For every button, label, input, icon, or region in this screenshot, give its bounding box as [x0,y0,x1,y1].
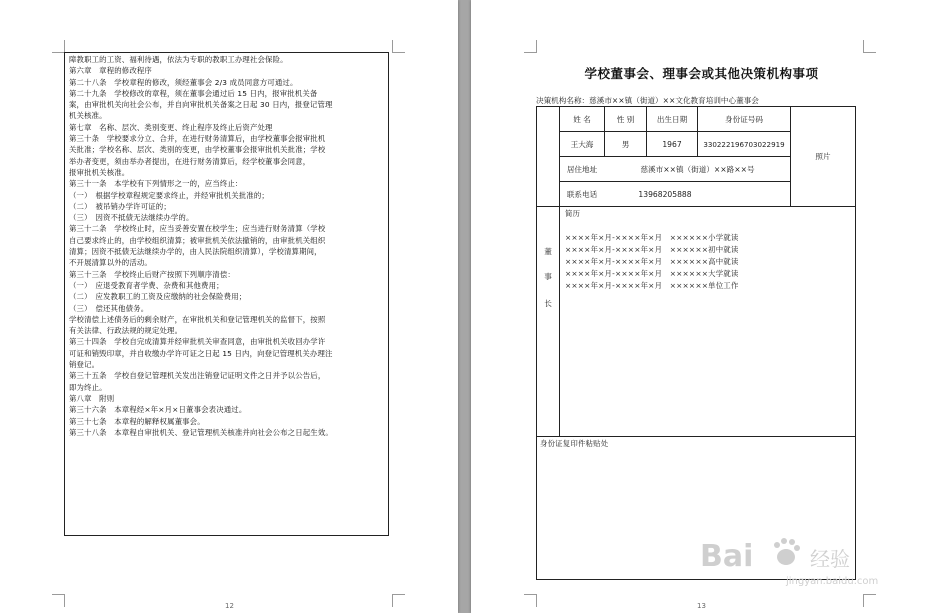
id-number-label: 身份证号码 [725,114,763,124]
id-number-value: 330222196703022919 [703,139,785,149]
photo-label: 照片 [815,152,831,161]
watermark-brand: Bai [700,539,754,574]
charter-line: 案，由审批机关向社会公布，并自向审批机关备案之日起 30 日内，报登记管理 [69,100,333,110]
crop-mark [52,594,65,607]
birth-date-value: 1967 [662,139,682,149]
watermark-url: jingyan.baidu.com [786,576,879,587]
charter-line: 清算；因资不抵债无法继续办学的，由人民法院组织清算），学校清算期间， [69,247,322,257]
charter-line: （二） 应发教职工的工资及应缴纳的社会保险费用； [69,292,247,302]
gender-value: 男 [621,139,630,149]
charter-line: 第三十六条 本章程经×年×月×日董事会表决通过。 [69,405,247,415]
crop-mark [863,40,876,53]
charter-line: （三） 偿还其他债务。 [69,303,149,313]
charter-line: 第二十八条 学校章程的修改，须经董事会 2/3 成员同意方可通过。 [69,77,298,87]
address-value: 慈溪市××镇（街道）××路××号 [640,164,755,174]
crop-mark [524,40,537,53]
charter-line: 关批准；学校名称、层次、类别的变更，由学校董事会报审批机关批准；学校 [69,145,326,155]
page-number-right: 13 [697,602,706,610]
left-page [0,0,458,613]
name-label: 姓 名 [573,114,591,124]
phone-value: 13968205888 [638,189,692,199]
charter-line: 销登记。 [69,360,100,370]
charter-lines [69,54,384,438]
charter-line: （一） 应退受教育者学费、杂费和其他费用； [69,280,224,290]
charter-line: 第三十二条 学校终止时，应当妥善安置在校学生；应当进行财务清算（学校 [69,224,326,234]
phone-label: 联系电话 [566,189,598,199]
baidu-watermark [698,532,888,592]
resume-entry: ××××年×月-××××年×月 ××××××高中就读 [565,257,739,266]
charter-line: 举办者变更，须由举办者提出，在进行财务清算后，经学校董事会同意， [69,156,311,166]
charter-text-block [64,52,389,536]
charter-line: 即为终止。 [69,382,107,392]
charter-line: 障教职工的工资、福利待遇，依法为专职的教职工办理社会保险。 [69,55,288,64]
charter-line: 第七章 名称、层次、类别变更、终止程序及终止后资产处理 [69,122,273,132]
charter-line: 第三十四条 学校自完成清算并经审批机关审查同意，由审批机关收回办学许 [69,337,326,347]
charter-line: 有关法律、行政法规的规定处理。 [69,326,183,336]
charter-line: （三） 因资不抵债无法继续办学的。 [69,213,194,223]
resume-label: 简历 [565,209,581,218]
resume-entry: ××××年×月-××××年×月 ××××××单位工作 [565,281,739,290]
gender-label: 性 别 [616,114,635,124]
form-title: 学校董事会、理事会或其他决策机构事项 [584,66,819,81]
charter-line: 报审批机关核准。 [69,167,130,177]
org-name-line: 决策机构名称：慈溪市××镇（街道）××文化教育培训中心董事会 [536,96,759,105]
charter-line: 第八章 附则 [69,393,115,403]
address-label: 居住地址 [566,164,598,174]
charter-line: 第三十一条 本学校有下列情形之一的，应当终止： [69,179,243,189]
id-copy-label: 身份证复印件粘贴处 [540,439,609,448]
charter-line: 第六章 章程的修改程序 [69,66,152,76]
charter-line: 机关核准。 [69,111,107,121]
charter-line: 可证和销毁印章，并自收缴办学许可证之日起 15 日内，向登记管理机关办理注 [69,348,333,358]
crop-mark [392,594,405,607]
charter-line: （二） 被吊销办学许可证的； [69,201,171,211]
charter-line: 第三十三条 学校终止后财产按照下列顺序清偿： [69,269,235,279]
resume-entry: ××××年×月-××××年×月 ××××××初中就读 [565,245,739,254]
role-char: 长 [544,298,552,308]
watermark-suffix: 经验 [810,547,850,571]
name-value: 王大海 [570,139,594,149]
charter-line: 不开展清算以外的活动。 [69,258,152,268]
charter-line: 第三十条 学校要求分立、合并，在进行财务清算后，由学校董事会报审批机 [69,134,326,144]
resume-entry: ××××年×月-××××年×月 ××××××小学就读 [565,233,739,242]
page-number-left: 12 [225,602,234,610]
role-char: 董 [544,246,552,256]
charter-line: （一） 根据学校章程规定要求终止，并经审批机关批准的； [69,190,269,200]
charter-line: 第二十九条 学校修改的章程，须在董事会通过后 15 日内，报审批机关备 [69,88,318,98]
paw-icon [774,538,800,565]
watermark-graphic [698,532,888,592]
resume-entry: ××××年×月-××××年×月 ××××××大学就读 [565,269,739,278]
role-char: 事 [544,271,552,281]
crop-mark [863,594,876,607]
crop-mark [392,40,405,53]
charter-line: 第三十七条 本章程的解释权属董事会。 [69,416,205,426]
crop-mark [524,594,537,607]
charter-line: 第三十八条 本章程自审批机关、登记管理机关核准并向社会公布之日起生效。 [69,427,333,437]
charter-line: 第三十五条 学校自登记管理机关发出注销登记证明文件之日并予以公告后， [69,371,326,381]
charter-line: 自己要求终止的，由学校组织清算；被审批机关依法撤销的，由审批机关组织 [69,235,326,245]
form-rule [536,206,856,207]
birth-date-label: 出生日期 [656,114,688,124]
charter-line: 学校清偿上述债务后的剩余财产，在审批机关和登记管理机关的监督下，按照 [69,314,326,324]
form-rule [536,436,856,437]
